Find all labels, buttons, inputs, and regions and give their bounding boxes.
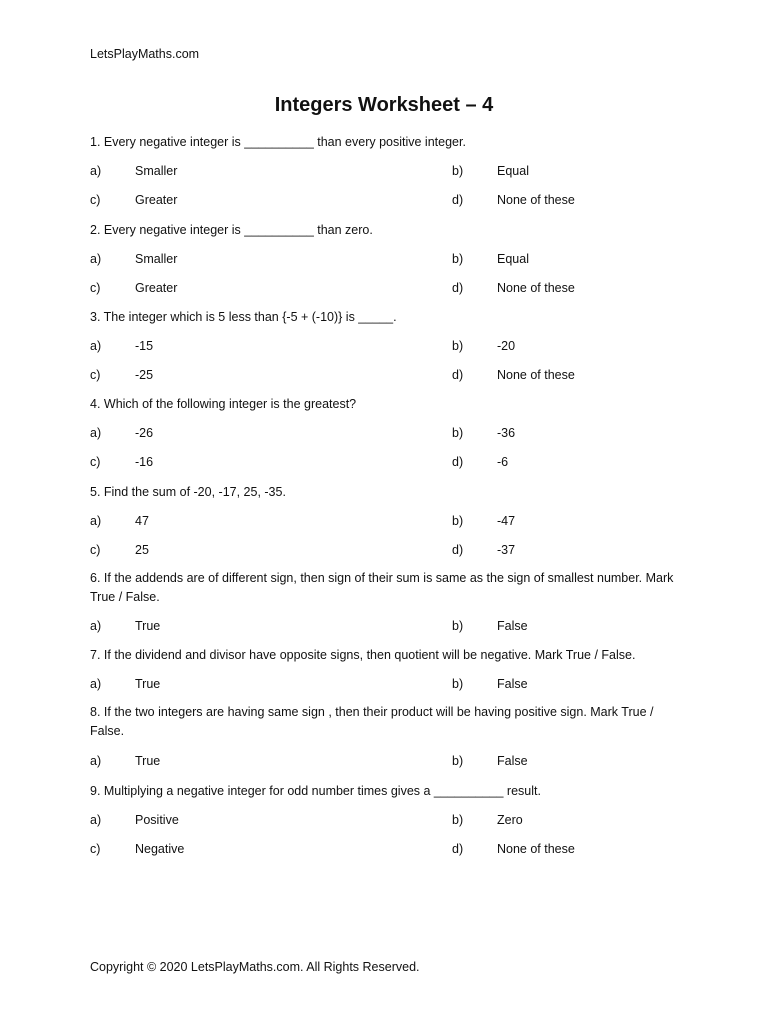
option-letter: a) bbox=[90, 754, 102, 768]
option-text: None of these bbox=[497, 193, 575, 207]
option-text: -25 bbox=[135, 368, 154, 382]
option-letter: a) bbox=[90, 514, 102, 528]
option-letter: a) bbox=[90, 426, 102, 440]
option-letter: b) bbox=[452, 619, 464, 633]
question-1: 1. Every negative integer is __________ than every positive integer. bbox=[90, 135, 466, 149]
page-title: Integers Worksheet – 4 bbox=[274, 94, 494, 116]
question-5: 5. Find the sum of -20, -17, 25, -35. bbox=[90, 485, 286, 499]
option-letter: d) bbox=[452, 193, 464, 207]
option-text: None of these bbox=[497, 281, 575, 295]
option-text: Equal bbox=[497, 252, 529, 266]
option-text: True bbox=[135, 677, 161, 691]
option-letter: c) bbox=[90, 368, 101, 382]
option-text: Smaller bbox=[135, 252, 178, 266]
option-text: -36 bbox=[497, 426, 516, 440]
option-letter: d) bbox=[452, 281, 464, 295]
option-text: -6 bbox=[497, 455, 509, 469]
site-name: LetsPlayMaths.com bbox=[90, 47, 200, 61]
option-letter: d) bbox=[452, 842, 464, 856]
option-text: None of these bbox=[497, 842, 575, 856]
question-6: 6. If the addends are of different sign, then sign of their sum is same as the sign of smallest number. Mark True / False. bbox=[90, 571, 674, 604]
question-3: 3. The integer which is 5 less than {-5 + (-10)} is _____. bbox=[90, 310, 397, 324]
option-text: True bbox=[135, 619, 161, 633]
option-letter: c) bbox=[90, 543, 101, 557]
option-letter: a) bbox=[90, 164, 102, 178]
option-text: -15 bbox=[135, 339, 154, 353]
option-text: -26 bbox=[135, 426, 154, 440]
option-text: -37 bbox=[497, 543, 516, 557]
option-text: Zero bbox=[497, 813, 523, 827]
option-text: Smaller bbox=[135, 164, 178, 178]
option-text: -16 bbox=[135, 455, 154, 469]
option-letter: c) bbox=[90, 455, 101, 469]
option-text: Greater bbox=[135, 281, 178, 295]
option-text: False bbox=[497, 677, 528, 691]
option-letter: c) bbox=[90, 281, 101, 295]
option-letter: d) bbox=[452, 368, 464, 382]
option-letter: b) bbox=[452, 514, 464, 528]
option-text: Negative bbox=[135, 842, 185, 856]
option-letter: b) bbox=[452, 339, 464, 353]
option-letter: c) bbox=[90, 193, 101, 207]
option-letter: a) bbox=[90, 813, 102, 827]
option-text: Positive bbox=[135, 813, 179, 827]
option-letter: b) bbox=[452, 677, 464, 691]
option-text: 25 bbox=[135, 543, 149, 557]
option-text: False bbox=[497, 754, 528, 768]
copyright-footer: Copyright © 2020 LetsPlayMaths.com. All Rights Reserved. bbox=[90, 960, 420, 974]
question-4: 4. Which of the following integer is the greatest? bbox=[90, 397, 357, 411]
question-7: 7. If the dividend and divisor have opposite signs, then quotient will be negative. Mark True / False. bbox=[90, 648, 636, 662]
option-letter: a) bbox=[90, 339, 102, 353]
option-text: False bbox=[497, 619, 528, 633]
option-text: True bbox=[135, 754, 161, 768]
option-text: Greater bbox=[135, 193, 178, 207]
option-letter: b) bbox=[452, 164, 464, 178]
option-text: None of these bbox=[497, 368, 575, 382]
option-text: 47 bbox=[135, 514, 149, 528]
question-8: 8. If the two integers are having same sign , then their product will be having positive sign. Mark True / False. bbox=[90, 705, 654, 738]
option-letter: a) bbox=[90, 252, 102, 266]
option-letter: b) bbox=[452, 426, 464, 440]
option-text: -20 bbox=[497, 339, 516, 353]
option-letter: b) bbox=[452, 754, 464, 768]
option-letter: c) bbox=[90, 842, 101, 856]
option-letter: a) bbox=[90, 677, 102, 691]
question-2: 2. Every negative integer is __________ than zero. bbox=[90, 223, 373, 237]
option-letter: a) bbox=[90, 619, 102, 633]
question-9: 9. Multiplying a negative integer for odd number times gives a __________ result. bbox=[90, 784, 541, 798]
option-letter: b) bbox=[452, 813, 464, 827]
option-letter: d) bbox=[452, 543, 464, 557]
option-letter: b) bbox=[452, 252, 464, 266]
option-text: Equal bbox=[497, 164, 529, 178]
option-letter: d) bbox=[452, 455, 464, 469]
option-text: -47 bbox=[497, 514, 516, 528]
